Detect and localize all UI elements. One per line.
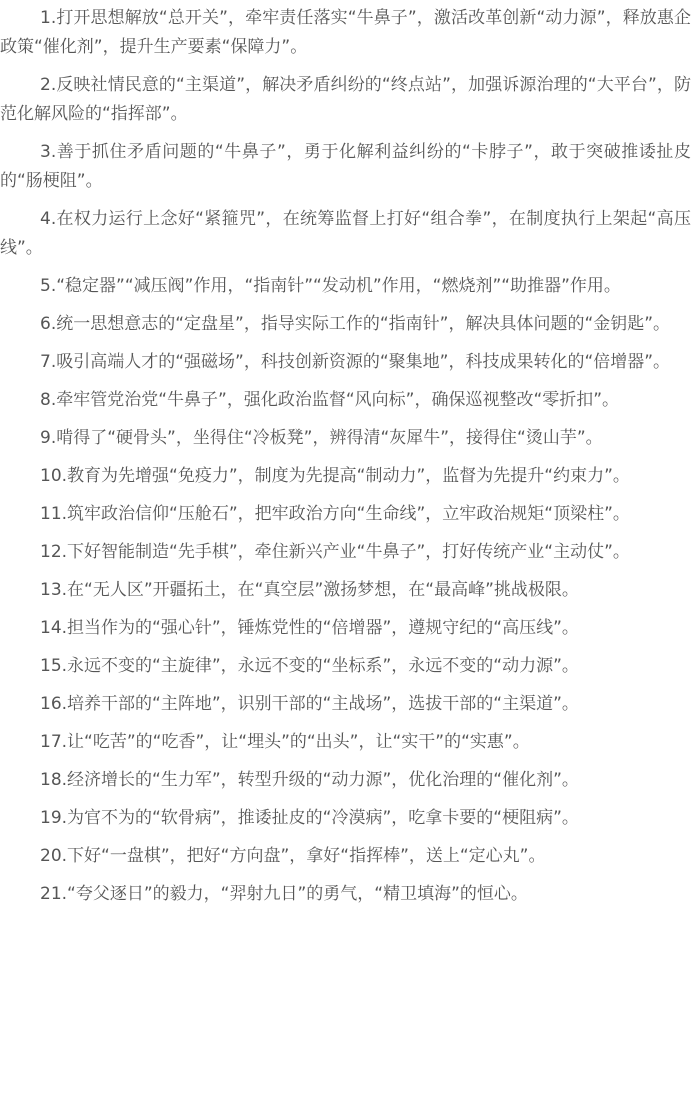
list-item: 9.啃得了“硬骨头”，坐得住“冷板凳”，辨得清“灰犀牛”，接得住“烫山芋”。 [40, 428, 603, 448]
list-item: 17.让“吃苦”的“吃香”，让“埋头”的“出头”，让“实干”的“实惠”。 [40, 732, 530, 752]
list-item: 2.反映社情民意的“主渠道”，解决矛盾纠纷的“终点站”，加强诉源治理的“大平台”，防范化解风险的“指挥部”。 [0, 75, 691, 124]
list-item: 5.“稳定器”“减压阀”作用，“指南针”“发动机”作用，“燃烧剂”“助推器”作用。 [40, 276, 621, 296]
list-item: 1.打开思想解放“总开关”，牵牢责任落实“牛鼻子”，激活改革创新“动力源”，释放惠企政策“催化剂”，提升生产要素“保障力”。 [0, 8, 691, 57]
list-item: 16.培养干部的“主阵地”，识别干部的“主战场”，选拔干部的“主渠道”。 [40, 694, 579, 714]
list-item: 3.善于抓住矛盾问题的“牛鼻子”，勇于化解利益纠纷的“卡脖子”，敢于突破推诿扯皮的“肠梗阻”。 [0, 142, 691, 191]
list-item: 18.经济增长的“生力军”，转型升级的“动力源”，优化治理的“催化剂”。 [40, 770, 579, 790]
list-item: 21.“夸父逐日”的毅力，“羿射九日”的勇气，“精卫填海”的恒心。 [40, 884, 528, 904]
document-body [0, 4, 693, 918]
list-item: 12.下好智能制造“先手棋”，牵住新兴产业“牛鼻子”，打好传统产业“主动仗”。 [40, 542, 630, 562]
list-item: 6.统一思想意志的“定盘星”，指导实际工作的“指南针”，解决具体问题的“金钥匙”。 [40, 314, 671, 334]
list-item: 19.为官不为的“软骨病”，推诿扯皮的“冷漠病”，吃拿卡要的“梗阻病”。 [40, 808, 579, 828]
list-item: 8.牵牢管党治党“牛鼻子”，强化政治监督“风向标”，确保巡视整改“零折扣”。 [40, 390, 620, 410]
list-item: 10.教育为先增强“免疫力”，制度为先提高“制动力”，监督为先提升“约束力”。 [40, 466, 630, 486]
list-item: 13.在“无人区”开疆拓土，在“真空层”激扬梦想，在“最高峰”挑战极限。 [40, 580, 579, 600]
list-item: 4.在权力运行上念好“紧箍咒”，在统筹监督上打好“组合拳”，在制度执行上架起“高压线”。 [0, 209, 691, 258]
list-item: 15.永远不变的“主旋律”，永远不变的“坐标系”，永远不变的“动力源”。 [40, 656, 579, 676]
list-item: 20.下好“一盘棋”，把好“方向盘”，拿好“指挥棒”，送上“定心丸”。 [40, 846, 546, 866]
list-item: 7.吸引高端人才的“强磁场”，科技创新资源的“聚集地”，科技成果转化的“倍增器”。 [40, 352, 671, 372]
list-item: 11.筑牢政治信仰“压舱石”，把牢政治方向“生命线”，立牢政治规矩“顶梁柱”。 [40, 504, 630, 524]
list-item: 14.担当作为的“强心针”，锤炼党性的“倍增器”，遵规守纪的“高压线”。 [40, 618, 579, 638]
